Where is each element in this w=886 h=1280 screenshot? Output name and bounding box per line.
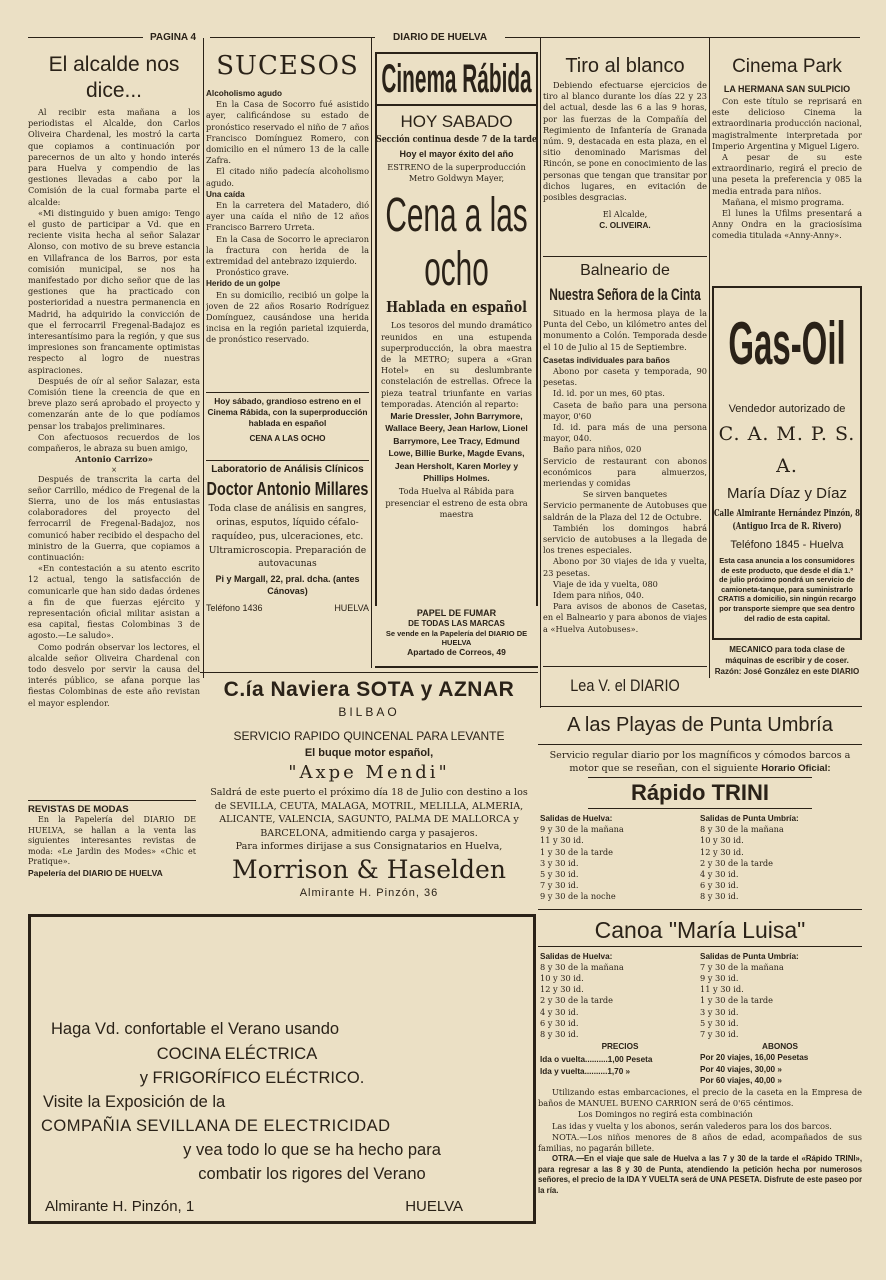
precio-idav: Ida y vuelta..........1,70 »: [540, 1066, 631, 1076]
abono-20: Por 20 viajes, 16,00 Pesetas: [700, 1053, 809, 1063]
tiro-title: Tiro al blanco: [565, 55, 685, 77]
paper-name: DIARIO DE HUELVA: [393, 32, 488, 43]
estreno-notice: [206, 396, 369, 458]
sucesos-b3: En su domicilio, recibió un golpe la joven de 22 años Rosario Rodríguez Domínguez, causándose una herida incisa en la región parietal izquierda, de pronóstico reservado.: [206, 289, 369, 345]
playas-intro-bold: Horario Oficial:: [761, 763, 831, 774]
papel-t3: Se vende en la Papelería del DIARIO DE HUELVA: [385, 629, 528, 647]
playas-p2: Los Domingos no regirá esta combinación: [578, 1109, 753, 1120]
balneario-p2: Abono por caseta y temporada, 90 pesetas.: [543, 366, 707, 388]
laboratorio-ad: [206, 464, 369, 664]
schedule-time: 8 y 30 de la mañana: [540, 961, 624, 972]
rapido-title: Rápido TRINI: [630, 780, 770, 805]
schedule-time: 9 y 30 de la mañana: [540, 824, 624, 835]
schedule-time: 9 y 30 de la noche: [540, 891, 616, 902]
lab-city: HUELVA: [334, 603, 369, 613]
naviera-informes: Para informes dirijase a sus Consignatarios en Huelva,: [235, 841, 503, 853]
balneario-p8: Se sirven banquetes: [582, 489, 668, 500]
park-p1: Con este título se reprisará en este delicioso Cinema la extraordinaria producción nacional, magistralmente interpretada por Imperio Argentina y Miguel Ligero.: [712, 96, 862, 151]
papel-t: PAPEL DE FUMAR: [416, 608, 497, 618]
rabida-title: Cinema Rábida: [381, 57, 532, 101]
lea-diario: Lea V. el DIARIO: [570, 676, 680, 695]
park-p2: A pesar de su este extraordinario, regirá el precio de una peseta la preferencia y 085 la media entrada para niños.: [712, 152, 862, 196]
cocina-l5: COMPAÑIA SEVILLANA DE ELECTRICIDAD: [41, 1117, 391, 1135]
naviera-body: Saldrá de este puerto el próximo día 18 de Julio con destino a los de SEVILLA, CEUTA, MALAGA, MOTRIL, MELILLA, ALMERIA, ALICANTE, VALENCIA, SAGUNTO, PALMA DE MALLORCA y BARCELONA, admitiendo carga y pasajeros.: [210, 787, 528, 839]
schedule-time: 2 y 30 de la tarde: [700, 857, 774, 868]
gasoil-note: Esta casa anuncia a los consumidores de este producto, que desde el día 1.º de julio próximo pondrá un servicio de camioneta-tanque, para suministrarlo CRATIS a domicilio, sin ningún recargo por transporte siempre que sea dentro del radio de esta capital.: [717, 556, 857, 623]
naviera-ad: [200, 676, 538, 906]
alcalde-title: El alcalde nos dice...: [48, 53, 180, 102]
alcalde-p2: «Mi distinguido y buen amigo: Tengo el gusto de participar a Vd. que en reciente visita hecha al señor Salazar Alonso, con motivo de su breve estancia en Villafranca de los Barros, por esta comisión municipal, se nos ha manifestado por dicho señor que de las gestiones que ha practicado con posterioridad a nuestra permanencia en Madrid, ha adquirido la convicción de que el ferrocarril Fregenal-Badajoz es interesantísimo para la región, y que sus impresiones son francamente optimistas respecto al logro de nuestras aspiraciones.: [28, 207, 200, 375]
schedule-time: 4 y 30 id.: [700, 869, 739, 880]
sucesos-h1: Alcoholismo agudo: [206, 89, 282, 98]
papel-t2: DE TODAS LAS MARCAS: [408, 619, 505, 628]
trini-col1: Salidas de Huelva:: [540, 814, 613, 823]
gasoil-vend: Vendedor autorizado de: [728, 403, 846, 415]
lab-address: Pi y Margall, 22, pral. dcha. (antes Cánovas): [215, 574, 360, 596]
schedule-time: 11 y 30 id.: [700, 984, 744, 995]
balneario-p9: Servicio permanente de Autobuses que saldrán de la Plaza del 12 de Octubre.: [543, 500, 707, 522]
lab-doctor: Doctor Antonio Millares: [206, 479, 369, 499]
schedule-time: 12 y 30 id.: [540, 984, 584, 995]
naviera-nombre: "Axpe Mendi": [288, 762, 450, 783]
rabida-film-2: ocho: [424, 243, 489, 297]
sucesos-h2: Una caída: [206, 189, 245, 199]
gasoil-campsa: C. A. M. P. S. A.: [718, 423, 856, 477]
lab-phone: Teléfono 1436: [206, 603, 263, 613]
lab-services: Toda clase de análisis en sangres, orinas, esputos, líquido céfalo-raquídeo, pus, ulceraciones, etc.: [208, 503, 367, 542]
tiro-sig2: C. OLIVEIRA.: [599, 221, 651, 231]
revistas-body: En la Papelería del DIARIO DE HUELVA, se hallan a la venta las siguientes interesantes revistas de moda: «Le Jardin des Modes» «Chic et Pratique».: [28, 815, 196, 867]
schedule-time: 1 y 30 de la tarde: [700, 995, 774, 1006]
balneario-p11: Abono por 30 viajes de ida y vuelta, 23 pesetas.: [543, 556, 707, 578]
playas-title: A las Playas de Punta Umbría: [567, 714, 833, 736]
gasoil-calle: Calle Almirante Hernández Pinzón, 8: [713, 509, 861, 519]
sucesos-b2a: En la carretera del Matadero, dió ayer una caída el niño de 12 años Francisco Barrero Urreta.: [206, 200, 369, 233]
park-article: [712, 52, 862, 282]
mecanico-ad: [712, 644, 862, 704]
estreno-title: CENA A LAS OCHO: [249, 433, 326, 443]
tiro-body: Debiendo efectuarse ejercicios de tiro al blanco durante los días 22 y 23 del actual, desde las 6 a las 9 horas, por las fuerzas de la Compañía del Regimiento de Infantería de Granada núm. 9, destacada en esta plaza, en el sitio denominado Marismas del Rincón, se pone en conocimiento de las personas que tengan que transitar por dichos lugares, en evitación de posibles desgracias.: [543, 80, 707, 203]
naviera-addr: Almirante H. Pinzón, 36: [299, 887, 439, 900]
balneario-p5: Id. id. para más de una persona mayor, 040.: [543, 422, 707, 444]
rabida-p1: Los tesoros del mundo dramático reunidos en una estupenda superproducción, la obra maestra de la METRO; supera a «Gran Hotel» en su deslumbrante constelación de estrellas. Ofrece la pieza teatral triunfante en varias temporadas. Atención al reparto:: [381, 320, 532, 409]
trini-huelva: [540, 813, 700, 903]
rabida-sesion: Sección continua desde 7 de la tarde: [376, 134, 537, 145]
mecanico-t: MECANICO para toda clase de máquinas de escribir y de coser.: [725, 645, 849, 665]
tiro-article: [543, 52, 707, 252]
playas-intro: Servicio regular diario por los magníficos y cómodos barcos a motor que se reseñan, con el siguiente: [549, 750, 851, 774]
gasoil-maria: María Díaz y Díaz: [726, 485, 848, 502]
lab-ultra: Ultramicroscopia. Preparación de autovacunas: [208, 545, 367, 569]
balneario-title1: Balneario de: [580, 262, 670, 279]
cocina-addr: Almirante H. Pinzón, 1: [45, 1198, 195, 1215]
schedule-time: 1 y 30 de la tarde: [540, 846, 614, 857]
balneario-p7: Servicio de restaurant con abonos económicos para almuerzos, meriendas y comidas: [543, 455, 707, 489]
rabida-ad: [375, 52, 538, 668]
cocina-city: HUELVA: [405, 1198, 463, 1215]
playas-p1: Utilizando estas embarcaciones, el precio de la caseta en la Empresa de baños de MANUEL BUENO CARRION será de 0'65 céntimos.: [538, 1087, 862, 1109]
naviera-city: BILBAO: [338, 705, 400, 719]
playas-p3: Las idas y vuelta y los abonos, serán valederos para los dos barcos.: [552, 1120, 832, 1131]
sucesos-title: SUCESOS: [216, 51, 359, 81]
cocina-l4: Visite la Exposición de la: [43, 1093, 226, 1111]
park-sub: LA HERMANA SAN SULPICIO: [723, 84, 851, 94]
alcalde-p3: Después de oír al señor Salazar, esta Comisión tiene la creencia de que en breve plazo será aprobado el proyecto y comenzarán ante de lo que podíamos pensar los trabajos preliminares.: [28, 375, 200, 431]
canoa-title: Canoa "María Luisa": [594, 916, 806, 943]
schedule-time: 3 y 30 id.: [700, 1006, 739, 1017]
lab-title: Laboratorio de Análisis Clínicos: [211, 464, 364, 475]
papel-ad: [375, 606, 538, 666]
ml-col2: Salidas de Punta Umbría:: [700, 951, 799, 961]
trini-col2: Salidas de Punta Umbría:: [700, 814, 799, 823]
abono-60: Por 60 viajes, 40,00 »: [700, 1075, 782, 1085]
precio-ida: Ida o vuelta..........1,00 Peseta: [540, 1055, 653, 1065]
alcalde-p6: «En contestación a su atento escrito 12 actual, tengo la satisfacción de comunicarle que han sido dadas órdenes a fin de que fuerzas ejército y representación oficial militar asistan a esa capital, fiestas Colombinas 3 de agosto.—Le saludo».: [28, 563, 200, 641]
cocina-ad: [28, 914, 536, 1224]
cocina-l6: y vea todo lo que se ha hecho para: [183, 1141, 441, 1159]
schedule-time: 7 y 30 de la mañana: [700, 961, 784, 972]
ml-col1: Salidas de Huelva:: [540, 951, 613, 961]
ml-huelva: [540, 951, 700, 1041]
balneario-p4: Caseta de baño para una persona mayor, 0'60: [543, 399, 707, 421]
naviera-servicio: SERVICIO RAPIDO QUINCENAL PARA LEVANTE: [233, 729, 505, 743]
gasoil-tel: Teléfono 1845 - Huelva: [730, 539, 844, 551]
park-title: Cinema Park: [732, 56, 842, 77]
rabida-estreno: ESTRENO de la superproducción Metro Goldwyn Mayer,: [387, 162, 526, 184]
precios-title: PRECIOS: [601, 1042, 639, 1052]
balneario-p3: Id. id. por un mes, 60 ptas.: [553, 388, 665, 399]
balneario-p14: Para avisos de abonos de Casetas, en el Balneario y para abonos de viajes a «Huelva Autobuses».: [543, 601, 707, 634]
alcalde-p4: Con afectuosos recuerdos de los compañeros, le abraza su buen amigo,: [28, 431, 200, 454]
balneario-title2: Nuestra Señora de la Cinta: [549, 285, 701, 304]
balneario-p12: Viaje de ida y vuelta, 080: [553, 578, 658, 589]
schedule-time: 6 y 30 id.: [540, 1017, 579, 1028]
schedule-time: 8 y 30 id.: [700, 891, 739, 902]
revistas-title: REVISTAS DE MODAS: [28, 804, 129, 815]
schedule-time: 5 y 30 id.: [700, 1017, 739, 1028]
naviera-buque: El buque motor español,: [304, 747, 434, 759]
estreno-text: Hoy sábado, grandioso estreno en el Cinema Rábida, con la superproducción hablada en español: [207, 396, 368, 429]
park-p3: Mañana, el mismo programa.: [722, 196, 845, 207]
playas-ad: [538, 710, 862, 1246]
sucesos-b2c: Pronóstico grave.: [216, 267, 289, 278]
page-number: PAGINA 4: [150, 32, 197, 43]
rabida-p2: Toda Huelva al Rábida para presenciar el estreno de esta obra maestra: [385, 486, 528, 519]
abonos-title: ABONOS: [762, 1042, 798, 1052]
sucesos-b1b: El citado niño padecía alcoholismo agudo.: [206, 166, 369, 188]
naviera-title: C.ía Naviera SOTA y AZNAR: [223, 678, 515, 701]
schedule-time: 8 y 30 id.: [540, 1029, 579, 1040]
balneario-h: Casetas individuales para baños: [543, 355, 670, 365]
ml-punta: [700, 951, 860, 1041]
cocina-l3: y FRIGORÍFICO ELÉCTRICO.: [139, 1069, 365, 1087]
naviera-morrison: Morrison & Haselden: [232, 855, 506, 885]
schedule-time: 4 y 30 id.: [540, 1006, 579, 1017]
alcalde-p1: Al recibir esta mañana a los periodistas el Alcalde, don Carlos Oliveira Chardenal, les mostró la carta que copiamos a continuación por parecernos de un alto y hondo interés para Huelva y compendio de las gestiones llevadas a cabo por la Comisión de la cual formaba parte el alcalde:: [28, 107, 200, 207]
alcalde-signer: Antonio Carrizo»: [75, 454, 153, 465]
schedule-time: 12 y 30 id.: [700, 846, 744, 857]
gasoil-title: Gas-Oil: [728, 310, 846, 377]
playas-p4: NOTA.—Los niños menores de 8 años de edad, acompañados de sus familias, no pagarán billete.: [538, 1131, 862, 1154]
cocina-l2: COCINA ELÉCTRICA: [156, 1045, 318, 1063]
rabida-sub: HOY SABADO: [400, 112, 513, 131]
schedule-time: 8 y 30 de la mañana: [700, 824, 784, 835]
mecanico-t2: Razón: José González en este DIARIO: [714, 667, 860, 676]
park-p4: El lunes la Ufilms presentará a Anny Ondra en la graciosísima comedia titulada «Anny-Anny».: [712, 208, 862, 241]
schedule-time: 11 y 30 id.: [540, 835, 584, 846]
playas-p5: OTRA.—En el viaje que sale de Huelva a las 7 y 30 de la tarde el «Rápido TRINI», para regresar a las 8 y 30 de Punta, atendiendo la petición hecha por numerosos señores, el precio de la IDA Y VUELTA será de UNA PESETA. Disfrute de este paseo por la ría.: [538, 1154, 862, 1195]
cocina-l1: Haga Vd. confortable el Verano usando: [51, 1020, 340, 1038]
gasoil-ad: [712, 286, 862, 640]
schedule-time: 5 y 30 id.: [540, 869, 579, 880]
schedule-time: 6 y 30 id.: [700, 880, 739, 891]
alcalde-article: El alcalde nos dice... Al recibir esta mañana a los periodistas el Alcalde, don Carlos Oliveira Chardenal, les mostró la carta que copiamos a continuación por parecernos de un alto y hondo interés para Huelva y compendio de las gestiones llevadas a cabo por la Comisión de la cual formaba parte el alcalde: «Mi distinguido y buen amigo: Tengo el gusto de participar a Vd. que en reciente visita hecha al señor Salazar Alonso, con motivo de su breve estancia en Villafranca de los Barros, por esta comisión municipal, se nos ha manifestado por dicho señor que de las gestiones que ha practicado con posterioridad a nuestra permanencia en Madrid, ha adquirido la convicción de que el ferrocarril Fregenal-Badajoz es interesantísimo para la región, y que sus impresiones son francamente optimistas respecto al logro de nuestras aspiraciones. Después de oír al señor Salazar, esta Comisión tiene la creencia de que en breve plazo será aprobado el proyecto y comenzarán ante de lo que podíamos pensar los trabajos preliminares. Con afectuosos recuerdos de los compañeros, le abraza su buen amigo, Antonio Carrizo» × Después de transcrita la carta del señor Carrillo, médico de Fregenal de la Sierra, uno de los más entusiastas colaboradores del proyecto del ferrocarril de Fregenal-Badajoz, nos comunicó haber recibido el despacho del ministro de la Guerra, que copiamos a continuación: «En contestación a su atento escrito 12 actual, tengo la satisfacción de comunicarle que han sido dadas órdenes a fin de que fuerzas ejército y representación oficial militar asistan a esa capital, fiestas Colombinas 3 de agosto.—Le saludo». Como podrán observar los lectores, el alcalde señor Oliveira Chardenal con todo desvelo por servir la causa del interés público, se afana porque las fiestas Colombinas de este año revistan el mayor esplendor.: [28, 53, 200, 708]
rabida-hablada: Hablada en español: [386, 298, 527, 317]
balneario-p13: Idem para niños, 040.: [553, 590, 644, 601]
schedule-time: 10 y 30 id.: [700, 835, 744, 846]
schedule-time: 7 y 30 id.: [700, 1029, 739, 1040]
revistas-ad: [28, 804, 196, 904]
alcalde-p5: Después de transcrita la carta del señor Carrillo, médico de Fregenal de la Sierra, uno de los más entusiastas colaboradores del proyecto del ferrocarril de Fregenal-Badajoz, nos comunicó haber recibido el despacho del ministro de la Guerra, que copiamos a continuación:: [28, 473, 200, 562]
sucesos-article: [206, 50, 369, 390]
sucesos-h3: Herido de un golpe: [206, 279, 281, 289]
rabida-film-1: Cena a las: [385, 189, 528, 243]
balneario-p1: Situado en la hermosa playa de la Punta del Cebo, un kilómetro antes del monumento a Colón. Temporada desde el 10 de Julio al 15 de Septiembre.: [543, 308, 707, 352]
schedule-time: 2 y 30 de la tarde: [540, 995, 614, 1006]
abono-40: Por 40 viajes, 30,00 »: [700, 1064, 782, 1074]
balneario-article: [543, 260, 707, 660]
tiro-sig1: El Alcalde,: [602, 209, 648, 220]
rabida-exito: Hoy el mayor éxito del año: [399, 149, 514, 159]
papel-t4: Apartado de Correos, 49: [407, 647, 506, 657]
revistas-footer: Papelería del DIARIO DE HUELVA: [28, 867, 163, 878]
gasoil-antiguo: (Antiguo Irca de R. Rivero): [732, 522, 842, 532]
rabida-cast: Marie Dressler, John Barrymore, Wallace Beery, Jean Harlow, Lionel Barrymore, Lee Tracy, Edmund Lowe, Billie Burke, Magde Evans, Jean Hersholt, Karen Morley y Phillips Holmes.: [385, 411, 528, 484]
balneario-p10: También los domingos habrá servicio de autobuses a la llegada de los trenes especiales.: [543, 522, 707, 556]
cocina-l7: combatir los rigores del Verano: [198, 1165, 426, 1183]
trini-punta: [700, 813, 860, 903]
schedule-time: 9 y 30 id.: [700, 973, 739, 984]
sucesos-b1a: En la Casa de Socorro fué asistido ayer, calificándose su estado de pronóstico reservado el niño de 7 años Francisco Domínguez Romero, con domicilio en el número 13 de la calle Zafra.: [206, 99, 369, 166]
schedule-time: 7 y 30 id.: [540, 880, 579, 891]
balneario-p6: Baño para niños, 020: [553, 444, 642, 455]
schedule-time: 3 y 30 id.: [540, 857, 579, 868]
alcalde-p7: Como podrán observar los lectores, el alcalde señor Oliveira Chardenal con todo desvelo por servir la causa del interés público, se afana porque las fiestas Colombinas de este año revistan el mayor esplendor.: [28, 641, 200, 708]
sucesos-b2b: En la Casa de Socorro le apreciaron la fractura con herida de la extremidad del antebrazo izquierdo.: [206, 233, 369, 267]
schedule-time: 10 y 30 id.: [540, 973, 584, 984]
